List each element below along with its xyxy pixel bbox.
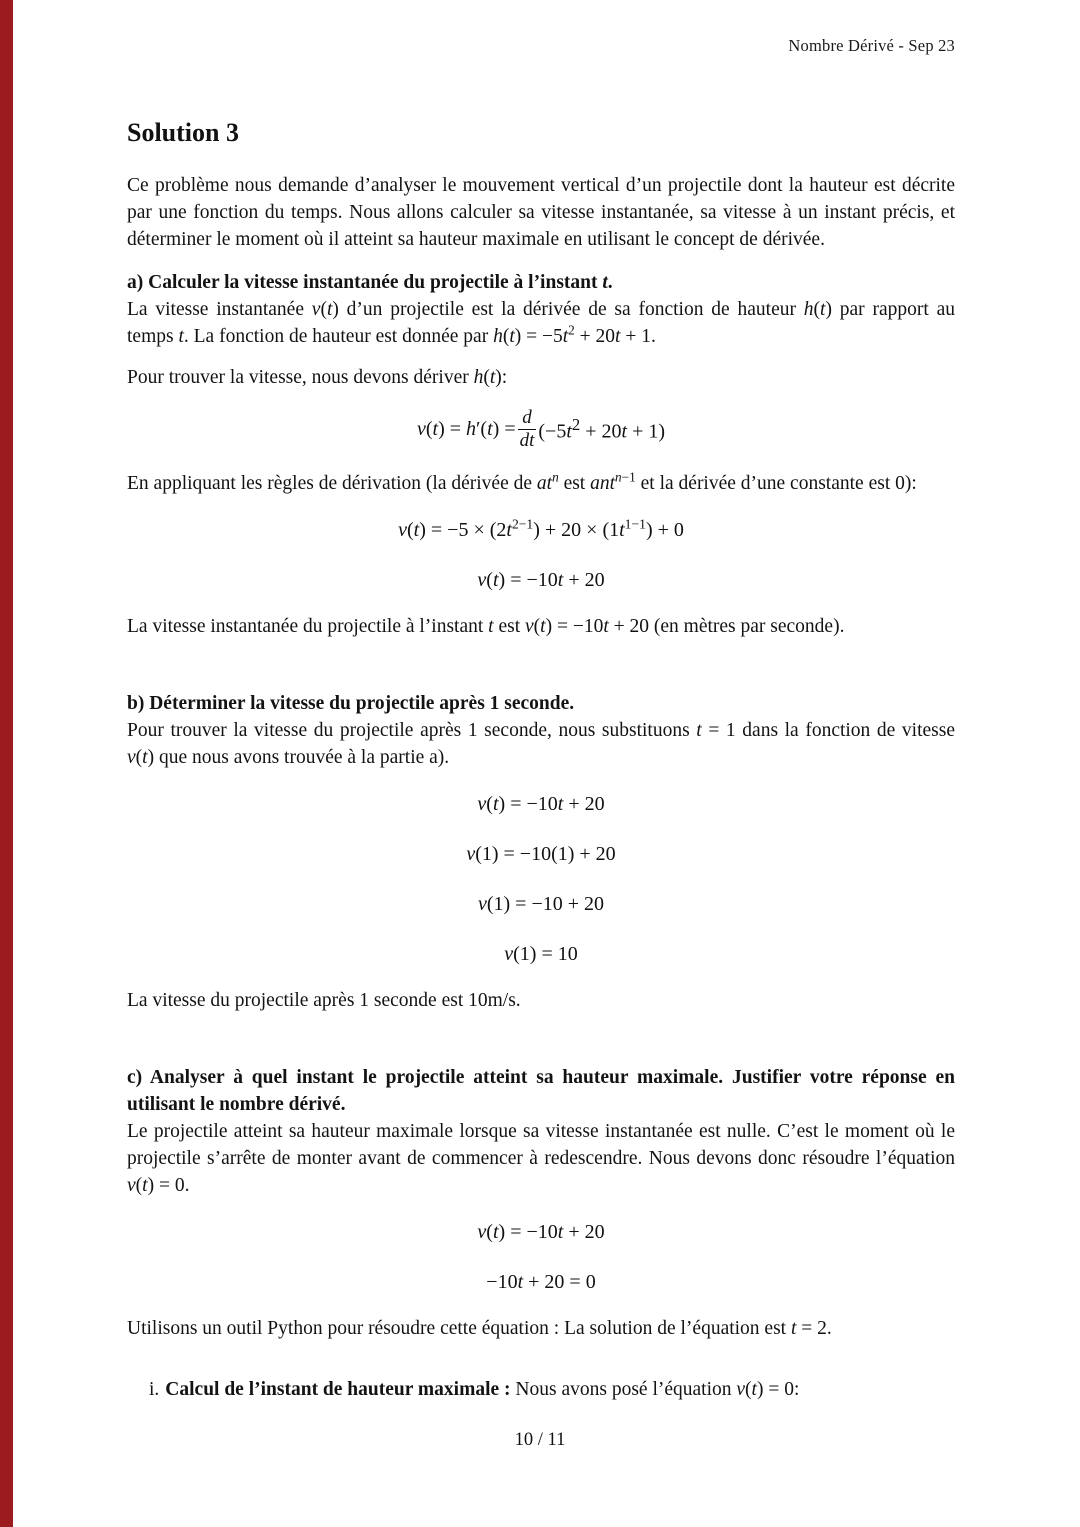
section-c-heading: c) Analyser à quel instant le projectile atteint sa hauteur maximale. Justifier votre réponse en utilisant le nombre dérivé. bbox=[127, 1066, 955, 1115]
document-content bbox=[127, 0, 955, 1403]
fraction-denominator: dt bbox=[519, 429, 535, 451]
equation-right-side: $(-5t^2 + 20t + 1)$ bbox=[538, 415, 666, 443]
equation-c-1: v(t) = −10t + 20 bbox=[477, 1220, 605, 1243]
section-a-heading: a) Calculer la vitesse instantanée du projectile à l’instant t. bbox=[127, 272, 613, 293]
section-a-paragraph-3: En appliquant les règles de dérivation (la dérivée de $at^n$ est ant$^{n-1}$ et la dérivée d’une constante est 0): bbox=[127, 469, 917, 494]
solution-title: Solution 3 bbox=[127, 118, 239, 147]
fraction-numerator: d bbox=[518, 407, 536, 430]
numbered-item-label: i. bbox=[149, 1378, 160, 1400]
section-b bbox=[127, 690, 955, 1014]
left-edge-accent-stripe bbox=[0, 0, 13, 1527]
equation-c-2: −10t + 20 = 0 bbox=[486, 1270, 596, 1293]
section-a-paragraph-1: La vitesse instantanée v(t) d’un projectile est la dérivée de sa fonction de hauteur h(t) par rapport au temps t. La fonction de hauteur est donnée par $h(t) = -5t^2 + 20t + 1$. bbox=[127, 299, 955, 347]
section-c-paragraph-1: Le projectile atteint sa hauteur maximale lorsque sa vitesse instantanée est nulle. C’est le moment où le projectile s’arrête de monter avant de commencer à redescendre. Nous devons donc résoudre l’équation v(t) = 0. bbox=[127, 1120, 955, 1196]
section-c-python-note: Utilisons un outil Python pour résoudre cette équation : La solution de l’équation est t = 2. bbox=[127, 1317, 832, 1339]
section-a-conclusion: La vitesse instantanée du projectile à l’instant t est v(t) = −10t + 20 (en mètres par seconde). bbox=[127, 615, 845, 637]
running-header: Nombre Dérivé - Sep 23 bbox=[788, 36, 955, 55]
numbered-item-i bbox=[127, 1376, 955, 1403]
intro-paragraph: Ce problème nous demande d’analyser le mouvement vertical d’un projectile dont la hauteur est décrite par une fonction du temps. Nous allons calculer sa vitesse instantanée, sa vitesse à un instant précis, et déterminer le moment où il atteint sa hauteur maximale en utilisant le concept de dérivée. bbox=[127, 175, 955, 250]
equation-derivation-step: $v(t) = -5 \times (2t^{2-1}) + 20 \times (1t^{1-1}) + 0$ bbox=[398, 516, 684, 541]
fraction-d-dt bbox=[518, 407, 537, 452]
section-a bbox=[127, 269, 955, 640]
section-c bbox=[127, 1064, 955, 1403]
equation-b-3: v(1) = −10 + 20 bbox=[477, 892, 605, 915]
page-number: 10 / 11 bbox=[514, 1430, 566, 1450]
equation-b-4: v(1) = 10 bbox=[504, 942, 578, 965]
section-a-paragraph-2: Pour trouver la vitesse, nous devons dériver h(t): bbox=[127, 367, 508, 388]
equation-left-side: v(t) = h′(t) = bbox=[416, 417, 516, 440]
equation-b-2: v(1) = −10(1) + 20 bbox=[466, 842, 616, 865]
numbered-item-rest-text: Nous avons posé l’équation v(t) = 0: bbox=[510, 1378, 800, 1400]
section-b-conclusion: La vitesse du projectile après 1 seconde est 10m/s. bbox=[127, 989, 521, 1011]
equation-velocity-result: v(t) = −10t + 20 bbox=[477, 568, 605, 591]
section-b-heading: b) Déterminer la vitesse du projectile après 1 seconde. bbox=[127, 692, 575, 714]
equation-b-1: v(t) = −10t + 20 bbox=[477, 792, 605, 815]
section-b-paragraph-1: Pour trouver la vitesse du projectile après 1 seconde, nous substituons t = 1 dans la fonction de vitesse v(t) que nous avons trouvée à la partie a). bbox=[127, 719, 955, 768]
equation-derivative-definition bbox=[127, 407, 955, 452]
numbered-item-bold-text: Calcul de l’instant de hauteur maximale : bbox=[165, 1378, 511, 1400]
